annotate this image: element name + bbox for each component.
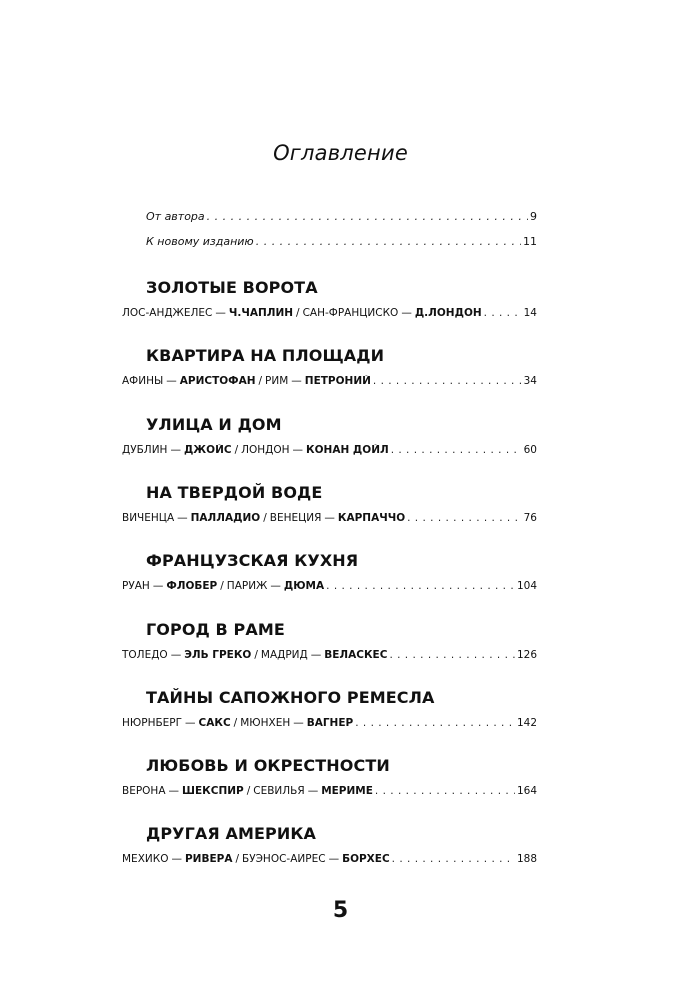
city-name: ПАРИЖ <box>226 580 268 592</box>
dot-leader <box>373 375 522 387</box>
toc-entry-page: 11 <box>523 235 537 248</box>
section-heading: ТАЙНЫ САПОЖНОГО РЕМЕСЛА <box>146 688 435 707</box>
toc-entry-page: 164 <box>516 785 537 797</box>
city-name: ВИЧЕНЦА <box>122 512 175 524</box>
toc-section <box>122 756 537 797</box>
section-heading: ЛЮБОВЬ И ОКРЕСТНОСТИ <box>146 756 390 775</box>
city-name: САН-ФРАНЦИСКО <box>302 307 399 319</box>
person-name: ВАГНЕР <box>306 717 354 729</box>
dash-separator: — <box>328 853 340 865</box>
dash-separator: — <box>324 512 335 524</box>
slash-separator: / <box>235 853 239 865</box>
toc-section <box>122 415 537 456</box>
section-heading: ГОРОД В РАМЕ <box>146 620 285 639</box>
dot-leader <box>375 785 515 797</box>
slash-separator: / <box>220 580 224 592</box>
person-name: САКС <box>198 717 231 729</box>
city-name: МЮНХЕН <box>240 717 291 729</box>
toc-entry-page: 60 <box>523 444 537 456</box>
city-name: ЛОС-АНДЖЕЛЕС <box>122 307 213 319</box>
toc-section <box>122 278 537 319</box>
toc-entry-prelim <box>122 210 537 235</box>
dash-separator: — <box>166 375 177 387</box>
section-heading: ДРУГАЯ АМЕРИКА <box>146 824 316 843</box>
section-entry <box>122 375 537 387</box>
city-name: ВЕРОНА <box>122 785 166 797</box>
dot-leader <box>407 512 522 524</box>
person-name: ПАЛЛАДИО <box>190 512 261 524</box>
dash-separator: — <box>291 375 302 387</box>
city-name: МЕХИКО <box>122 853 169 865</box>
dot-leader <box>326 580 515 592</box>
person-name: КАРПАЧЧО <box>337 512 406 524</box>
toc-section <box>122 688 537 729</box>
dot-leader <box>484 307 522 319</box>
section-heading: УЛИЦА И ДОМ <box>146 415 282 434</box>
city-name: СЕВИЛЬЯ <box>253 785 305 797</box>
person-name: БОРХЕС <box>342 853 390 865</box>
dash-separator: — <box>171 853 182 865</box>
city-name: ТОЛЕДО <box>122 649 168 661</box>
person-name: ВЕЛАСКЕС <box>324 649 388 661</box>
toc-entry-page: 188 <box>516 853 537 865</box>
toc-entry-page: 14 <box>523 307 537 319</box>
person-name: Ч.ЧАПЛИН <box>228 307 294 319</box>
section-entry <box>122 717 537 729</box>
city-name: НЮРНБЕРГ <box>122 717 183 729</box>
toc-entry-page: 142 <box>516 717 537 729</box>
page-number: 5 <box>332 898 349 923</box>
slash-separator: / <box>254 649 258 661</box>
dash-separator: — <box>215 307 226 319</box>
section-entry <box>122 785 537 797</box>
person-name: АРИСТОФАН <box>179 375 256 387</box>
toc-entry-label: К новому изданию <box>146 235 254 248</box>
person-name: ЭЛЬ ГРЕКО <box>184 649 252 661</box>
toc-section <box>122 346 537 387</box>
section-entry <box>122 307 537 319</box>
person-name: ШЕКСПИР <box>182 785 244 797</box>
person-name: КОНАН ДОЙЛ <box>306 444 389 456</box>
city-name: ВЕНЕЦИЯ <box>269 512 322 524</box>
dash-separator: — <box>401 307 412 319</box>
toc-entry-page: 126 <box>516 649 537 661</box>
dot-leader <box>392 853 515 865</box>
person-name: ДЖОЙС <box>183 444 232 456</box>
slash-separator: / <box>246 785 251 797</box>
city-name: БУЭНОС-АЙРЕС <box>242 853 326 865</box>
slash-separator: / <box>258 375 263 387</box>
city-name: ДУБЛИН <box>122 444 168 456</box>
toc-section <box>122 620 537 661</box>
city-name: РИМ <box>265 375 289 387</box>
person-name: ДЮМА <box>283 580 325 592</box>
toc-entry-page: 34 <box>523 375 537 387</box>
dash-separator: — <box>293 717 304 729</box>
section-heading: КВАРТИРА НА ПЛОЩАДИ <box>146 346 385 365</box>
section-entry <box>122 853 537 865</box>
toc-entry-page: 76 <box>523 512 537 524</box>
section-entry <box>122 649 537 661</box>
slash-separator: / <box>263 512 267 524</box>
dash-separator: — <box>168 785 180 797</box>
toc-section <box>122 483 537 524</box>
toc-entry-label: От автора <box>146 210 205 223</box>
dash-separator: — <box>177 512 188 524</box>
person-name: МЕРИМЕ <box>321 785 373 797</box>
toc-section <box>122 824 537 865</box>
dash-separator: — <box>307 785 319 797</box>
section-heading: ФРАНЦУЗСКАЯ КУХНЯ <box>146 551 359 570</box>
section-entry <box>122 580 537 592</box>
dot-leader <box>355 717 515 729</box>
dot-leader <box>389 649 515 661</box>
dash-separator: — <box>310 649 322 661</box>
person-name: ФЛОБЕР <box>166 580 218 592</box>
slash-separator: / <box>234 444 239 456</box>
dash-separator: — <box>270 580 281 592</box>
section-entry <box>122 444 537 456</box>
section-heading: НА ТВЕРДОЙ ВОДЕ <box>146 483 323 502</box>
toc-entry-page: 9 <box>530 210 537 223</box>
toc-entry-prelim <box>122 235 537 260</box>
city-name: АФИНЫ <box>122 375 164 387</box>
table-of-contents <box>122 210 537 865</box>
slash-separator: / <box>296 307 300 319</box>
dot-leader <box>391 444 522 456</box>
city-name: РУАН <box>122 580 150 592</box>
dash-separator: — <box>152 580 164 592</box>
section-entry <box>122 512 537 524</box>
page-title: Оглавление <box>273 141 408 165</box>
city-name: МАДРИД <box>260 649 308 661</box>
dash-separator: — <box>170 444 181 456</box>
city-name: ЛОНДОН <box>241 444 290 456</box>
dash-separator: — <box>185 717 196 729</box>
dash-separator: — <box>292 444 304 456</box>
dash-separator: — <box>170 649 182 661</box>
dot-leader <box>256 235 521 248</box>
dot-leader <box>207 210 528 223</box>
person-name: Д.ЛОНДОН <box>414 307 482 319</box>
person-name: ПЕТРОНИЙ <box>304 375 371 387</box>
toc-section <box>122 551 537 592</box>
section-heading: ЗОЛОТЫЕ ВОРОТА <box>146 278 318 297</box>
person-name: РИВЕРА <box>184 853 233 865</box>
slash-separator: / <box>233 717 238 729</box>
toc-entry-page: 104 <box>516 580 537 592</box>
